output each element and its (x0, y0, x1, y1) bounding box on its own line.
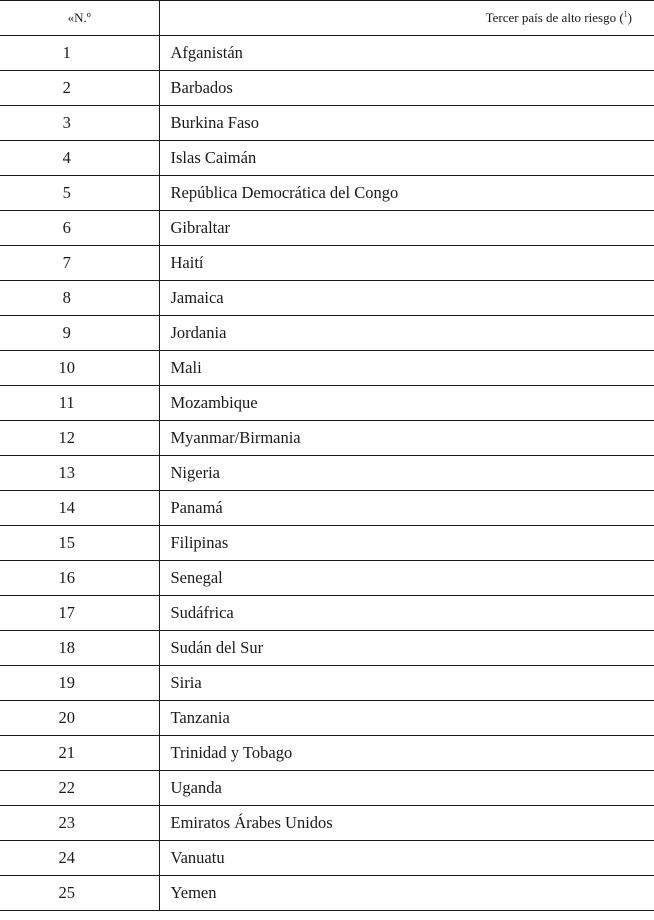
table-row (0, 106, 654, 141)
row-number: 24 (0, 841, 159, 876)
row-number: 21 (0, 736, 159, 771)
table-row (0, 701, 654, 736)
row-number: 19 (0, 666, 159, 701)
table-row (0, 806, 654, 841)
number-column-header (0, 1, 159, 36)
table-row (0, 246, 654, 281)
footnote-reference[interactable]: 1 (623, 9, 628, 19)
row-number: 20 (0, 701, 159, 736)
table-header (0, 1, 654, 36)
table-body (0, 36, 654, 911)
country-name: Uganda (159, 771, 654, 806)
country-name: Vanuatu (159, 841, 654, 876)
country-name: Burkina Faso (159, 106, 654, 141)
country-name: Nigeria (159, 456, 654, 491)
country-name: Haití (159, 246, 654, 281)
table-row (0, 386, 654, 421)
row-number: 16 (0, 561, 159, 596)
row-number: 2 (0, 71, 159, 106)
row-number: 3 (0, 106, 159, 141)
table-row (0, 71, 654, 106)
country-name: Myanmar/Birmania (159, 421, 654, 456)
table-row (0, 421, 654, 456)
footnote-close-paren: ) (627, 10, 632, 25)
country-name: Mozambique (159, 386, 654, 421)
table-header-row (0, 1, 654, 36)
country-name: Filipinas (159, 526, 654, 561)
country-name: Sudán del Sur (159, 631, 654, 666)
country-name: Yemen (159, 876, 654, 911)
row-number: 22 (0, 771, 159, 806)
country-column-header-label: Tercer país de alto riesgo ( (485, 10, 624, 25)
table-row (0, 281, 654, 316)
country-name: Senegal (159, 561, 654, 596)
row-number: 4 (0, 141, 159, 176)
table-row (0, 631, 654, 666)
country-name: Emiratos Árabes Unidos (159, 806, 654, 841)
country-name: Trinidad y Tobago (159, 736, 654, 771)
table-row (0, 316, 654, 351)
country-name: Siria (159, 666, 654, 701)
country-name: Jordania (159, 316, 654, 351)
country-name: Sudáfrica (159, 596, 654, 631)
table-row (0, 351, 654, 386)
row-number: 23 (0, 806, 159, 841)
country-name: Tanzania (159, 701, 654, 736)
number-column-header-label: «N.º (67, 10, 91, 25)
country-column-header (159, 1, 654, 36)
row-number: 17 (0, 596, 159, 631)
row-number: 18 (0, 631, 159, 666)
table-row (0, 841, 654, 876)
row-number: 8 (0, 281, 159, 316)
row-number: 14 (0, 491, 159, 526)
table-row (0, 491, 654, 526)
row-number: 12 (0, 421, 159, 456)
row-number: 6 (0, 211, 159, 246)
country-name: Mali (159, 351, 654, 386)
table-row (0, 141, 654, 176)
table-row (0, 736, 654, 771)
table-row (0, 36, 654, 71)
row-number: 5 (0, 176, 159, 211)
table-row (0, 596, 654, 631)
table-row (0, 561, 654, 596)
country-name: Gibraltar (159, 211, 654, 246)
table-row (0, 456, 654, 491)
table-row (0, 876, 654, 911)
row-number: 9 (0, 316, 159, 351)
table-row (0, 666, 654, 701)
table-row (0, 211, 654, 246)
row-number: 11 (0, 386, 159, 421)
table-row (0, 526, 654, 561)
row-number: 13 (0, 456, 159, 491)
country-name: Barbados (159, 71, 654, 106)
row-number: 1 (0, 36, 159, 71)
row-number: 7 (0, 246, 159, 281)
table-row (0, 176, 654, 211)
country-name: República Democrática del Congo (159, 176, 654, 211)
country-name: Afganistán (159, 36, 654, 71)
row-number: 25 (0, 876, 159, 911)
country-name: Panamá (159, 491, 654, 526)
country-name: Jamaica (159, 281, 654, 316)
row-number: 10 (0, 351, 159, 386)
country-name: Islas Caimán (159, 141, 654, 176)
table-row (0, 771, 654, 806)
row-number: 15 (0, 526, 159, 561)
